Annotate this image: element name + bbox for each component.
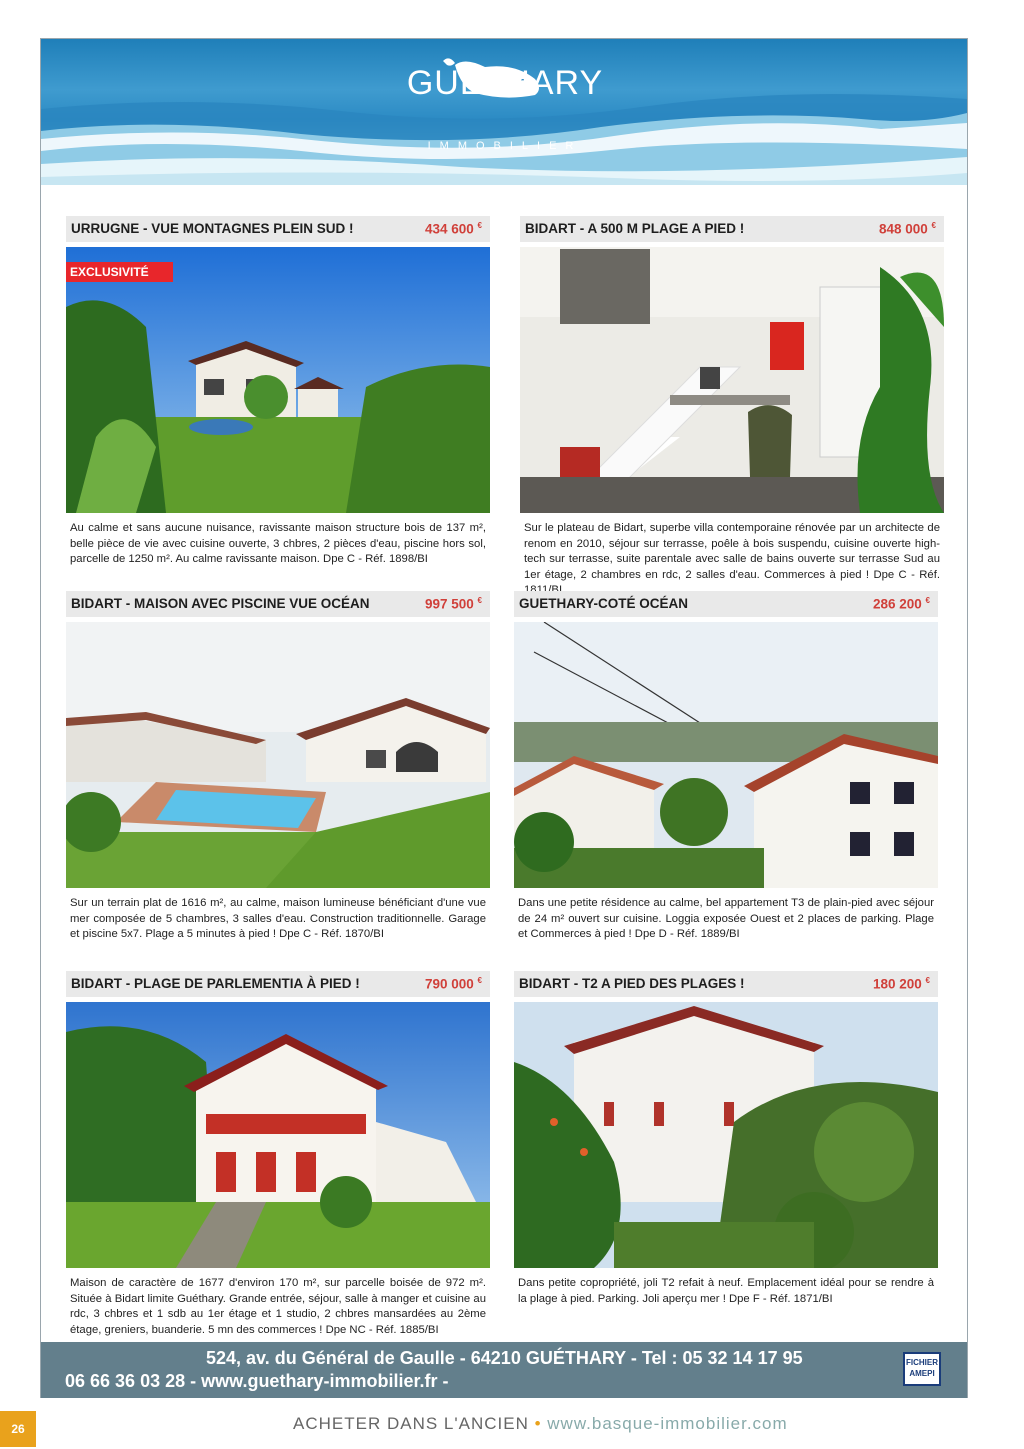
listing-description: Sur le plateau de Bidart, superbe villa contemporaine rénovée par un architecte de renom en 2010, séjour sur terrasse, poêle à bois suspendu, cuisine ouverte high-tech sur terrasse, suite parentale avec salle de bains ouverte sur terrasse Sud au 1er étage, 2 chambres en rdc, 2 salles d'eau. Commerces à pied ! Dpe C - Réf. <box>524 522 940 581</box>
pool-house-image <box>66 622 490 888</box>
listing-header <box>66 591 490 617</box>
listing-price: 848 000 € <box>878 221 936 237</box>
listing-title: BIDART - A 500 M PLAGE A PIED ! <box>525 221 745 236</box>
header-banner <box>41 39 967 185</box>
listing-photo[interactable] <box>520 247 944 513</box>
listing-price: 434 600 € <box>424 221 482 237</box>
listing-description: Dans une petite résidence au calme, bel appartement T3 de plain-pied avec séjour de 24 m² ouvert sur cuisine. Loggia exposée Ouest et 2 places de parking. Plage et Commerces à pied ! Dpe D - Réf. 1889/BI <box>518 897 934 941</box>
residence-garden-image <box>514 1002 938 1268</box>
basque-house-image <box>66 1002 490 1268</box>
listing-card[interactable] <box>514 591 938 943</box>
website-link[interactable]: www.basque-immobilier.com <box>547 1414 788 1433</box>
listing-photo[interactable] <box>66 1002 490 1268</box>
listing-photo[interactable] <box>514 622 938 888</box>
listing-title: BIDART - T2 A PIED DES PLAGES ! <box>519 976 745 991</box>
village-view-image <box>514 622 938 888</box>
listing-description: Dans petite copropriété, joli T2 refait à neuf. Emplacement idéal pour se rendre à la plage à pied. Parking. Joli aperçu mer ! Dpe F - Réf. 1871/BI <box>518 1277 934 1305</box>
listing-description: Au calme et sans aucune nuisance, ravissante maison structure bois de 137 m², belle pièce de vie avec cuisine ouverte, 3 chbres, 2 pièces d'eau, piscine hors sol, parcelle de 1250 m². Au calme ravissante maison. Dpe C - Réf. 1898/BI <box>70 522 486 566</box>
agency-address: 524, av. du Général de Gaulle - 64210 GUÉTHARY - Tel : 05 32 14 17 95 <box>206 1348 803 1368</box>
listing-price: 997 500 € <box>424 596 482 612</box>
listing-photo[interactable] <box>66 622 490 888</box>
listing-price: 790 000 € <box>424 976 482 992</box>
house-garden-image <box>66 247 490 513</box>
listing-title: GUETHARY-COTÉ OCÉAN <box>519 596 689 611</box>
listing-card[interactable] <box>520 216 944 599</box>
listing-photo[interactable] <box>514 1002 938 1268</box>
agency-contact[interactable]: 06 66 36 03 28 - www.guethary-immobilier.fr - <box>65 1371 449 1391</box>
listing-header <box>514 971 938 997</box>
tagline-separator: • <box>534 1414 542 1433</box>
listing-card[interactable] <box>66 591 490 943</box>
agency-contact-bar <box>41 1342 967 1398</box>
listing-description: Maison de caractère de 1677 d'environ 170 m², sur parcelle boisée de 972 m². Située à Bidart limite Guéthary. Grande entrée, séjour, salle à manger et cuisine au rdc, 3 chbres et 1 sdb au 1er étage et 1 studio, 2 chbres mansardées au 2ème étage, greniers, buanderie. 5 mn des commerces ! Dpe NC - Réf. 1885/BI <box>70 1277 486 1336</box>
listing-description: Sur un terrain plat de 1616 m², au calme, maison lumineuse bénéficiant d'une vue mer composée de 5 chambres, 3 salles d'eau. Construction traditionnelle. Garage et piscine 5x7. Plage a 5 minutes à pied ! Dpe C - Réf. 1870/BI <box>70 897 486 941</box>
listing-title: BIDART - PLAGE DE PARLEMENTIA À PIED ! <box>71 976 360 991</box>
listing-card[interactable] <box>514 971 938 1307</box>
brand-title: GUÉTHARY <box>406 64 604 102</box>
listing-header <box>66 971 490 997</box>
interior-stairs-image <box>520 247 944 513</box>
listing-card[interactable] <box>66 971 490 1338</box>
tagline-text: ACHETER DANS L'ANCIEN <box>293 1414 529 1433</box>
listing-card[interactable] <box>66 216 490 568</box>
listing-header <box>66 216 490 242</box>
listing-header <box>514 591 938 617</box>
brand-subtitle: IMMOBILIER <box>427 140 583 152</box>
listing-header <box>520 216 944 242</box>
listing-title: URRUGNE - VUE MONTAGNES PLEIN SUD ! <box>71 221 354 236</box>
listing-price: 180 200 € <box>872 976 930 992</box>
listing-price: 286 200 € <box>872 596 930 612</box>
fichier-amepi-badge: FICHIER AMEPI <box>903 1352 941 1386</box>
listing-title: BIDART - MAISON AVEC PISCINE VUE OCÉAN <box>71 596 370 611</box>
page-tagline <box>293 1414 788 1434</box>
page-number: 26 <box>0 1411 36 1447</box>
listing-photo[interactable] <box>66 247 490 513</box>
exclusivity-badge: EXCLUSIVITÉ <box>66 262 173 282</box>
